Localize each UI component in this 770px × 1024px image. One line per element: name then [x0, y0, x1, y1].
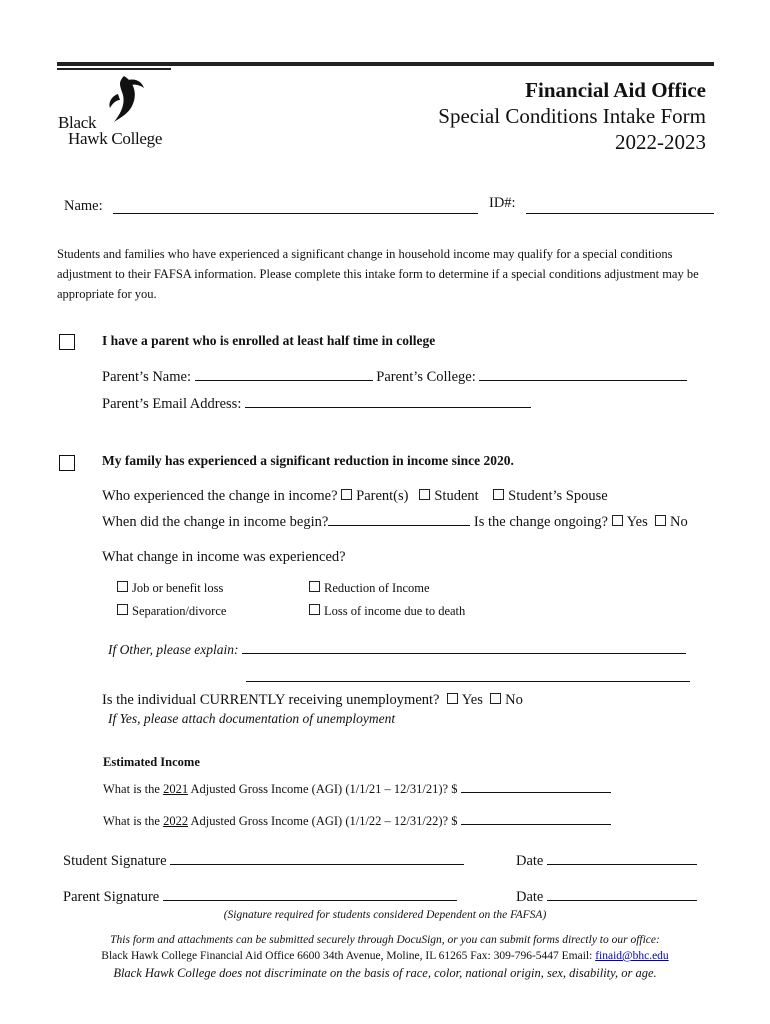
who-row	[102, 488, 608, 505]
hawk-icon	[94, 72, 154, 128]
parent-name-field[interactable]	[195, 380, 373, 381]
parent-college-label: Parent’s College:	[376, 369, 476, 385]
agi-2021-year: 2021	[163, 782, 189, 796]
agi-2021-post: Adjusted Gross Income (AGI) (1/1/21 – 12/31/21)? $	[188, 782, 458, 796]
unemployment-row	[102, 692, 523, 709]
parent-signature-field[interactable]	[163, 900, 457, 901]
unemployment-yes-label: Yes	[461, 692, 483, 708]
parent-college-field[interactable]	[479, 380, 687, 381]
student-signature-row	[63, 853, 464, 870]
parent-name-label: Parent’s Name:	[102, 369, 191, 385]
section2-checkbox[interactable]	[59, 455, 75, 471]
student-date-row	[516, 853, 697, 870]
intro-paragraph: Students and families who have experienced a significant change in household income may qualify for a special conditions adjustment to their FAFSA information. Please complete this intake form to determine if a special conditions adjustment may be appropriate for you.	[57, 247, 699, 301]
who-student-checkbox[interactable]	[419, 489, 430, 500]
parent-signature-row	[63, 889, 457, 906]
footer-address: Black Hawk College Financial Aid Office 6600 34th Avenue, Moline, IL 61265 Fax: 309-796-5447 Email:	[101, 950, 596, 962]
agi-2022-year: 2022	[163, 814, 189, 828]
agi-2022-pre: What is the	[103, 814, 164, 828]
change-option-death	[309, 604, 465, 619]
who-parent-label: Parent(s)	[356, 488, 409, 504]
agi-2021-pre: What is the	[103, 782, 164, 796]
reduction-checkbox[interactable]	[309, 581, 320, 592]
agi-2022-post: Adjusted Gross Income (AGI) (1/1/22 – 12/31/22)? $	[188, 814, 458, 828]
who-spouse-checkbox[interactable]	[493, 489, 504, 500]
logo-line1: Black	[58, 113, 97, 132]
death-checkbox[interactable]	[309, 604, 320, 615]
student-signature-field[interactable]	[170, 864, 464, 865]
section1-checkbox[interactable]	[59, 334, 75, 350]
death-label: Loss of income due to death	[324, 604, 466, 618]
reduction-label: Reduction of Income	[324, 581, 430, 595]
other-label: If Other, please explain	[108, 642, 234, 657]
when-label: When did the change in income begin?	[102, 514, 329, 530]
logo-line2: Hawk College	[68, 129, 163, 148]
ongoing-no-checkbox[interactable]	[655, 515, 666, 526]
unemployment-no-checkbox[interactable]	[490, 693, 501, 704]
change-option-job	[117, 581, 223, 596]
parent-name-row	[102, 369, 687, 386]
footer-line3: Black Hawk College does not discriminate on the basis of race, color, national origin, sex, disability, or age.	[113, 966, 657, 980]
unemployment-note: If Yes, please attach documentation of unemployment	[108, 711, 396, 726]
ongoing-yes-label: Yes	[626, 514, 648, 530]
parent-date-label: Date	[516, 889, 544, 905]
form-year: 2022-2023	[615, 130, 706, 154]
student-date-field[interactable]	[547, 864, 697, 865]
change-option-divorce	[117, 604, 226, 619]
section2-heading: My family has experienced a significant reduction in income since 2020.	[102, 453, 514, 468]
agi-2021-field[interactable]	[461, 792, 611, 793]
id-label: ID#:	[489, 195, 516, 211]
parent-email-label: Parent’s Email Address:	[102, 396, 242, 412]
college-logo	[58, 72, 178, 152]
office-title: Financial Aid Office	[525, 78, 706, 102]
unemployment-no-label: No	[505, 692, 523, 708]
ongoing-label: Is the change ongoing?	[473, 514, 608, 530]
parent-signature-label: Parent Signature	[63, 889, 160, 905]
form-title: Special Conditions Intake Form	[438, 104, 706, 128]
student-date-label: Date	[516, 853, 544, 869]
ongoing-yes-checkbox[interactable]	[612, 515, 623, 526]
other-field-line2[interactable]	[246, 681, 690, 682]
student-signature-label: Student Signature	[63, 853, 167, 869]
job-loss-checkbox[interactable]	[117, 581, 128, 592]
what-label: What change in income was experienced?	[102, 549, 346, 565]
id-field[interactable]	[526, 213, 714, 214]
who-parent-checkbox[interactable]	[341, 489, 352, 500]
footer-line1: This form and attachments can be submitted securely through DocuSign, or you can submit forms directly to our office:	[110, 934, 660, 946]
parent-date-field[interactable]	[547, 900, 697, 901]
change-option-reduction	[309, 581, 430, 596]
estimated-income-heading: Estimated Income	[103, 755, 200, 769]
other-field-line1[interactable]	[242, 653, 686, 654]
footer-email-link[interactable]: finaid@bhc.edu	[595, 950, 669, 962]
parent-email-field[interactable]	[245, 407, 531, 408]
section1-heading: I have a parent who is enrolled at least half time in college	[102, 333, 436, 348]
name-label: Name:	[64, 198, 103, 214]
who-spouse-label: Student’s Spouse	[508, 488, 608, 504]
unemployment-label: Is the individual CURRENTLY receiving unemployment?	[102, 692, 440, 708]
when-field[interactable]	[328, 525, 470, 526]
signature-note: (Signature required for students considered Dependent on the FAFSA)	[223, 909, 547, 921]
unemployment-yes-checkbox[interactable]	[447, 693, 458, 704]
who-student-label: Student	[434, 488, 479, 504]
parent-date-row	[516, 889, 697, 906]
header-rule	[57, 62, 714, 66]
footer-line2	[0, 950, 770, 962]
when-row	[102, 514, 688, 531]
name-field[interactable]	[113, 213, 478, 214]
divorce-label: Separation/divorce	[132, 604, 227, 618]
who-label: Who experienced the change in income?	[102, 488, 338, 504]
header-rule-accent	[57, 68, 171, 70]
agi-2022-field[interactable]	[461, 824, 611, 825]
agi-2021-row	[103, 782, 611, 797]
ongoing-no-label: No	[669, 514, 688, 530]
parent-email-row	[102, 396, 531, 413]
job-loss-label: Job or benefit loss	[132, 581, 224, 595]
divorce-checkbox[interactable]	[117, 604, 128, 615]
agi-2022-row	[103, 814, 611, 829]
other-row: If Other, please explain:	[108, 642, 686, 658]
